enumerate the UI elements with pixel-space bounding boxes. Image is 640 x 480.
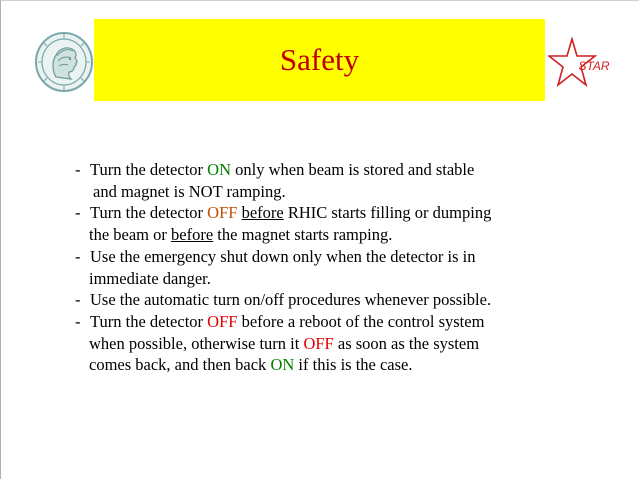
bullet-dash: - [75, 246, 81, 266]
off-keyword: OFF [303, 333, 334, 353]
bullet-line [75, 268, 615, 290]
star-logo-icon [548, 37, 610, 91]
text-segment: and magnet is NOT ramping. [93, 181, 286, 201]
text-segment: immediate danger. [89, 268, 211, 288]
underlined-before: before [241, 203, 284, 223]
text-segment: comes back, and then back [89, 355, 271, 375]
bullet-line [75, 202, 615, 224]
text-segment: Use the emergency shut down only when the detector is in [90, 246, 476, 266]
star-logo-text: STAR [578, 59, 610, 73]
on-keyword: ON [207, 160, 232, 179]
text-segment: Turn the detector [90, 160, 208, 179]
bullet-line [75, 354, 615, 376]
bullet-line [75, 333, 615, 355]
bullet-dash: - [75, 290, 81, 310]
bullet-item-1 [75, 159, 615, 202]
bullet-dash: - [75, 160, 81, 179]
bullet-item-4 [75, 289, 615, 311]
text-segment: RHIC starts filling or dumping [283, 203, 492, 223]
text-segment: Turn the detector [90, 311, 208, 331]
bullet-item-3 [75, 246, 615, 289]
bullet-item-2 [75, 202, 615, 245]
title-bar [94, 19, 545, 101]
university-seal-icon [34, 31, 94, 93]
text-segment: Use the automatic turn on/off procedures whenever possible. [90, 290, 492, 310]
bullet-item-5 [75, 311, 615, 376]
bullet-line [75, 246, 615, 268]
text-segment: before a reboot of the control system [237, 311, 485, 331]
text-segment: the beam or [89, 225, 172, 245]
text-segment: as soon as the system [333, 333, 480, 353]
off-keyword: OFF [207, 203, 238, 223]
text-segment: only when beam is stored and stable [231, 160, 475, 179]
text-segment: Turn the detector [90, 203, 208, 223]
bullet-line [75, 311, 615, 333]
underlined-before: before [171, 225, 214, 245]
bullet-line [75, 181, 615, 203]
text-segment: when possible, otherwise turn it [89, 333, 304, 353]
bullet-dash: - [75, 311, 81, 331]
text-segment: if this is the case. [294, 355, 413, 375]
bullet-line [75, 289, 615, 311]
text-segment: the magnet starts ramping. [213, 225, 393, 245]
slide-title: Safety [279, 41, 360, 77]
bullet-list [75, 159, 615, 376]
bullet-line [75, 159, 615, 181]
on-keyword: ON [270, 355, 295, 375]
bullet-line [75, 224, 615, 246]
off-keyword: OFF [207, 311, 238, 331]
bullet-dash: - [75, 203, 81, 223]
